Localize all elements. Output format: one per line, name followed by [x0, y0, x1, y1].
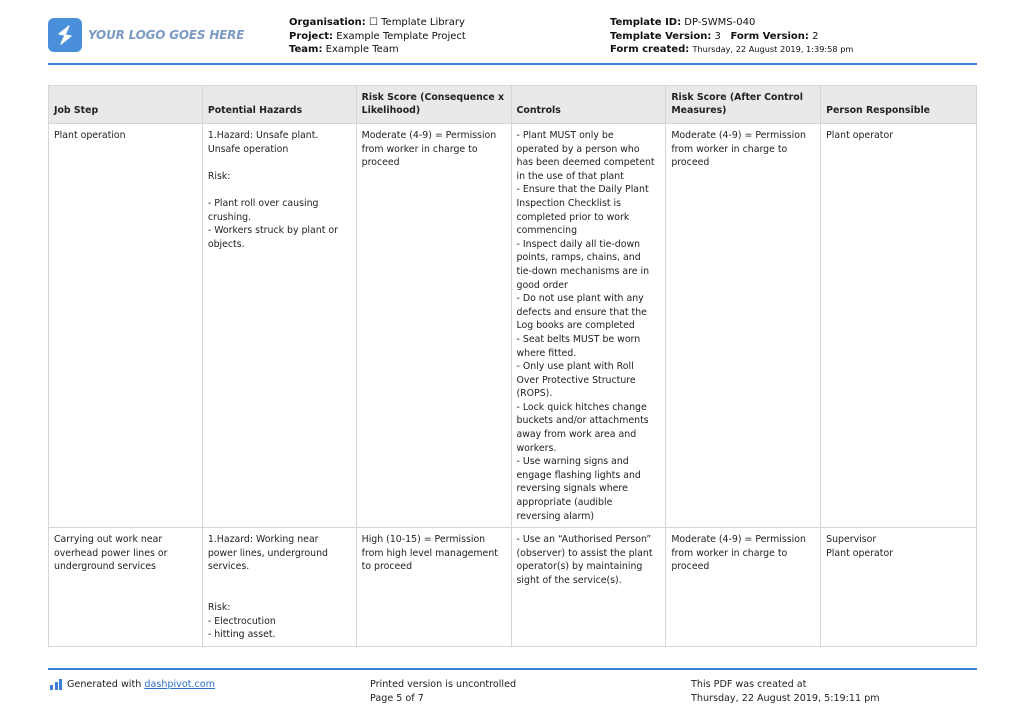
- pdf-created-value: Thursday, 22 August 2019, 5:19:11 pm: [691, 692, 880, 704]
- form-created-line: Form created: Thursday, 22 August 2019, 1:39:58 pm: [610, 44, 854, 55]
- form-created-value: Thursday, 22 August 2019, 1:39:58 pm: [692, 44, 854, 54]
- template-meta: [610, 16, 853, 57]
- cell-line: Risk:: [207, 602, 231, 614]
- team-value: Example Team: [325, 44, 399, 55]
- cell-line: - Plant MUST only be: [516, 130, 614, 141]
- cell-line: from worker in charge to: [671, 547, 788, 559]
- cell-line: from high level management: [361, 547, 498, 559]
- cell-line: [208, 156, 351, 170]
- cell-line: - Inspect daily all tie-down: [516, 238, 641, 250]
- cell-line: reversing signals where: [516, 483, 628, 495]
- logo-icon: [48, 18, 82, 52]
- cell-job-step: [49, 124, 203, 528]
- cell-line: commencing: [516, 225, 578, 237]
- cell-line: engage flashing lights and: [516, 469, 641, 481]
- cell-line: power lines, underground: [207, 547, 329, 559]
- cell-line: (ROPS).: [516, 388, 553, 400]
- cell-line: Plant operation: [54, 130, 126, 141]
- form-version-value: 2: [812, 30, 819, 42]
- cell-line: - Only use plant with Roll: [516, 361, 634, 373]
- cell-risk-score: [356, 124, 511, 528]
- cell-line: reversing alarm): [516, 510, 595, 522]
- footer-print-info: [370, 678, 516, 705]
- cell-line: underground services: [54, 561, 156, 573]
- cell-line: defects and ensure that the: [516, 306, 647, 318]
- cell-line: from worker in charge to: [671, 143, 788, 155]
- cell-line: Moderate (4-9) = Permission: [671, 534, 806, 546]
- cell-line: - Use warning signs and: [516, 456, 629, 468]
- cell-job-step: [49, 528, 203, 647]
- cell-line: tie-down mechanisms are in: [516, 265, 650, 277]
- cell-line: crushing.: [207, 211, 252, 223]
- cell-person-responsible: [821, 528, 977, 647]
- cell-line: in the use of that plant: [516, 170, 624, 182]
- footer-created: [691, 678, 880, 705]
- header-job-step: Job Step: [49, 86, 203, 124]
- cell-line: Moderate (4-9) = Permission: [361, 130, 497, 141]
- cell-line: - Ensure that the Daily Plant: [516, 184, 649, 196]
- cell-line: - Plant roll over causing: [207, 197, 319, 209]
- table-header-row: [49, 86, 977, 124]
- cell-risk-score: [356, 528, 511, 647]
- cell-line: Carrying out work near: [54, 534, 163, 546]
- cell-line: Over Protective Structure: [516, 374, 636, 386]
- dashpivot-icon: [50, 679, 62, 690]
- page-number: Page 5 of 7: [370, 692, 424, 704]
- cell-line: Risk:: [207, 170, 231, 182]
- cell-line: proceed: [361, 157, 400, 169]
- cell-line: - Use an “Authorised Person”: [516, 534, 652, 546]
- cell-line: to proceed: [361, 561, 413, 573]
- table-row: [49, 124, 977, 528]
- project-meta: [289, 16, 466, 57]
- cell-line: 1.Hazard: Unsafe plant.: [207, 130, 319, 141]
- header-person-responsible: Person Responsible: [821, 86, 977, 124]
- cell-line: objects.: [207, 238, 245, 250]
- header-potential-hazards: Potential Hazards: [202, 86, 356, 124]
- cell-person-responsible: [821, 124, 977, 528]
- version-line: Template Version: 3 Form Version: 2: [610, 30, 819, 42]
- cell-line: 1.Hazard: Working near: [207, 534, 319, 546]
- generated-with-text: Generated with: [67, 679, 142, 690]
- cell-controls: [511, 528, 666, 647]
- cell-line: - Electrocution: [207, 615, 276, 627]
- cell-line: High (10-15) = Permission: [361, 534, 486, 546]
- cell-line: away from work area and: [516, 429, 637, 441]
- cell-line: has been deemed competent: [516, 157, 655, 169]
- cell-line: appropriate (audible: [516, 497, 613, 509]
- cell-line: buckets and/or attachments: [516, 415, 649, 427]
- company-logo: [48, 18, 244, 52]
- cell-line: [208, 588, 351, 602]
- cell-line: - Workers struck by plant or: [207, 225, 338, 237]
- cell-line: - hitting asset.: [207, 629, 276, 641]
- cell-risk-score-after: [666, 528, 821, 647]
- cell-line: operated by a person who: [516, 143, 640, 155]
- cell-line: services.: [207, 561, 250, 573]
- header-divider: [48, 63, 977, 65]
- header-risk-score: Risk Score (Consequence x Likelihood): [356, 86, 511, 124]
- cell-line: - Do not use plant with any: [516, 293, 644, 305]
- cell-line: operator(s) by maintaining: [516, 561, 643, 573]
- template-version-value: 3: [714, 30, 721, 42]
- cell-line: where fitted.: [516, 347, 577, 359]
- template-id-line: Template ID: DP-SWMS-040: [610, 17, 756, 28]
- cell-line: points, ramps, chains, and: [516, 252, 641, 264]
- header-risk-score-after: Risk Score (After Control Measures): [666, 86, 821, 124]
- cell-line: sight of the service(s).: [516, 575, 622, 586]
- cell-line: from worker in charge to: [361, 143, 478, 155]
- cell-line: - Seat belts MUST be worn: [516, 333, 641, 345]
- cell-potential-hazards: [202, 528, 356, 647]
- cell-potential-hazards: [202, 124, 356, 528]
- cell-controls: [511, 124, 666, 528]
- dashpivot-link[interactable]: dashpivot.com: [144, 679, 216, 690]
- project-value: Example Template Project: [336, 30, 466, 42]
- cell-line: Inspection Checklist is: [516, 197, 621, 209]
- template-id-value: DP-SWMS-040: [684, 17, 756, 28]
- cell-line: good order: [516, 279, 568, 291]
- cell-line: completed prior to work: [516, 211, 630, 223]
- printed-notice: Printed version is uncontrolled: [370, 679, 517, 690]
- cell-line: Supervisor: [826, 534, 877, 546]
- cell-line: - Lock quick hitches change: [516, 401, 647, 413]
- cell-line: proceed: [671, 561, 710, 573]
- footer-generated: [50, 678, 215, 692]
- organisation-value: ☐ Template Library: [368, 17, 465, 28]
- project-line: Project: Example Template Project: [289, 30, 466, 42]
- table-row: [49, 528, 977, 647]
- cell-line: Plant operator: [826, 547, 894, 559]
- header-controls: Controls: [511, 86, 666, 124]
- cell-line: overhead power lines or: [54, 547, 168, 559]
- organisation-line: Organisation: ☐ Template Library: [289, 17, 465, 28]
- cell-line: (observer) to assist the plant: [516, 547, 653, 559]
- pdf-created-label: This PDF was created at: [691, 679, 807, 690]
- cell-line: Log books are completed: [516, 320, 635, 332]
- logo-text: YOUR LOGO GOES HERE: [88, 28, 245, 42]
- footer-divider: [48, 668, 977, 670]
- cell-line: Moderate (4-9) = Permission: [671, 130, 806, 141]
- team-line: Team: Example Team: [289, 44, 399, 55]
- cell-line: proceed: [671, 157, 710, 169]
- cell-line: [208, 574, 351, 588]
- cell-line: workers.: [516, 442, 557, 454]
- risk-assessment-table: [48, 85, 977, 647]
- cell-line: [208, 183, 351, 197]
- cell-risk-score-after: [666, 124, 821, 528]
- cell-line: Unsafe operation: [207, 143, 289, 155]
- page-header: [48, 16, 977, 66]
- cell-line: Plant operator: [826, 130, 894, 141]
